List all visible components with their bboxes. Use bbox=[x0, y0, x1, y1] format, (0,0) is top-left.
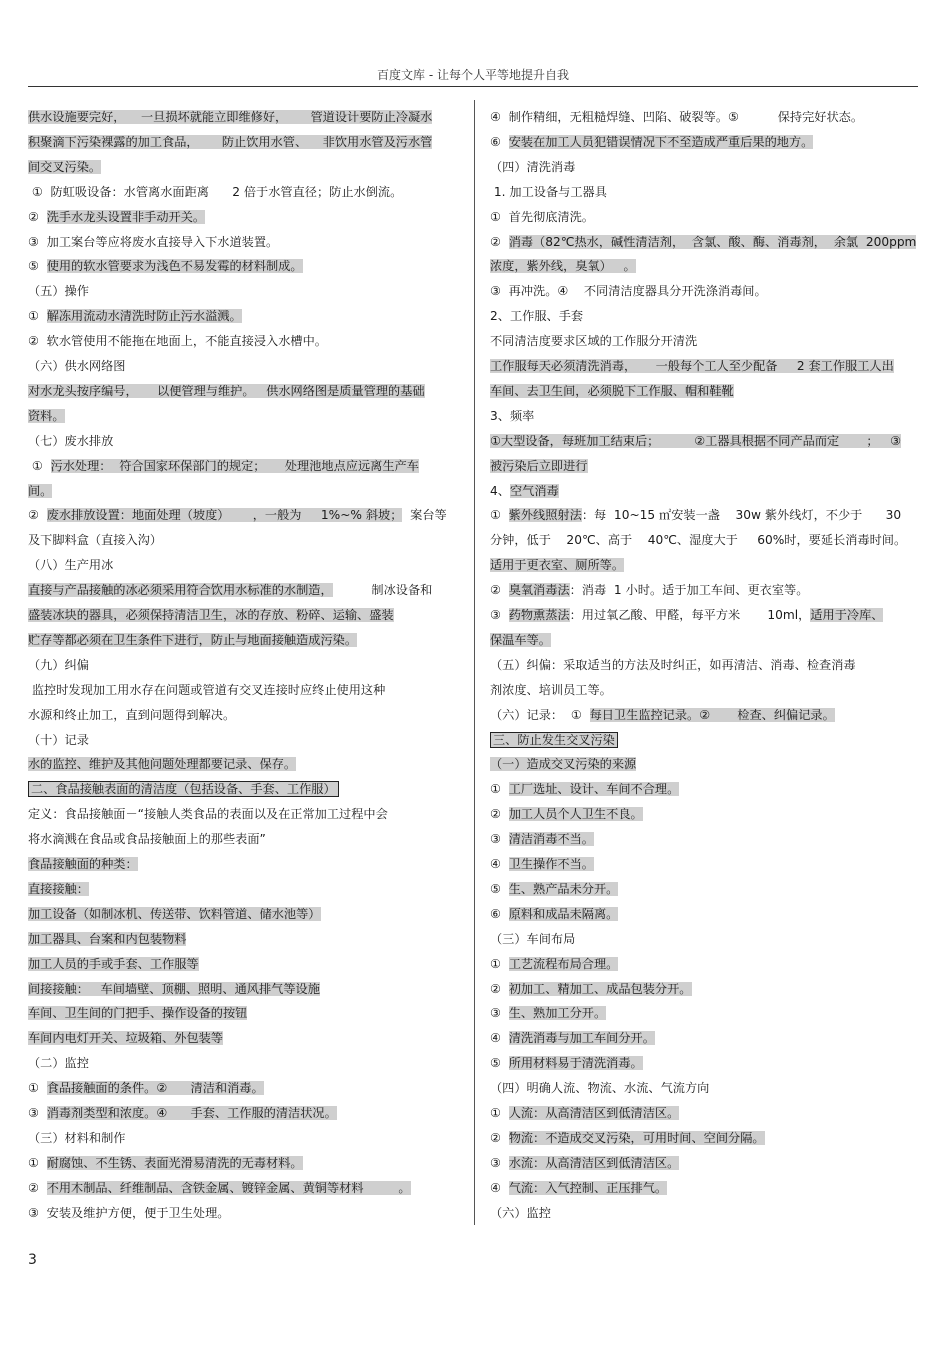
text-line bbox=[28, 431, 113, 451]
highlighted-text: 药物熏蒸法 bbox=[508, 608, 570, 622]
text-line bbox=[28, 530, 162, 550]
text-segment: 将水滴溅在食品或食品接触面上的那些表面” bbox=[28, 832, 266, 847]
text-line bbox=[28, 505, 447, 525]
highlighted-text: 适用于更衣室、厕所等。 bbox=[490, 558, 625, 573]
text-line bbox=[490, 530, 906, 550]
text-segment: ② bbox=[490, 234, 509, 249]
text-segment: 制冰设备和 bbox=[332, 583, 433, 598]
text-segment: （五）纠偏：采取适当的方法及时纠正，如再清洁、消毒、检查消毒 bbox=[490, 657, 856, 672]
text-line bbox=[490, 754, 636, 774]
text-line bbox=[28, 306, 242, 326]
text-segment: 不同清洁度要求区域的工作服分开清洗 bbox=[490, 334, 698, 349]
highlighted-text: 工厂选址、设计、车间不合理。 bbox=[508, 782, 680, 797]
text-segment: ① bbox=[28, 1155, 47, 1170]
highlighted-text: 车间、去卫生间，必须脱下工作服、帽和鞋靴 bbox=[490, 383, 734, 398]
highlighted-text: 解冻用流动水清洗时防止污水溢溅。 bbox=[46, 309, 242, 324]
highlighted-text: 原料和成品未隔离。 bbox=[508, 906, 619, 921]
text-segment: ① bbox=[490, 1106, 509, 1120]
text-segment: ① 防虹吸设备：水管离水面距离 2 倍于水管直径；防止水倒流。 bbox=[28, 184, 403, 199]
text-segment: ③ bbox=[28, 1106, 47, 1120]
text-segment: 分钟，低于 20℃、高于 40℃、湿度大于 60%时，要延长消毒时间。 bbox=[490, 533, 907, 548]
highlighted-text: 保温车等。 bbox=[490, 632, 551, 647]
text-line bbox=[28, 730, 89, 750]
text-line bbox=[490, 730, 618, 750]
text-line bbox=[28, 904, 321, 924]
text-segment: ④ bbox=[490, 1031, 509, 1046]
highlighted-text: 所用材料易于清洗消毒。 bbox=[508, 1056, 643, 1071]
text-line bbox=[28, 1078, 264, 1098]
highlighted-text: 安装在加工人员犯错误情况下不至造成严重后果的地方。 bbox=[508, 134, 814, 149]
text-line bbox=[490, 1128, 765, 1148]
text-line bbox=[28, 207, 205, 227]
text-segment: 及下脚料盒（直接入沟） bbox=[28, 533, 163, 548]
text-segment: （八）生产用冰 bbox=[28, 558, 114, 573]
text-line bbox=[490, 954, 618, 974]
highlighted-text: 间接接触： 车间墙壁、顶棚、照明、通风排气等设施 bbox=[28, 981, 320, 996]
text-line bbox=[490, 132, 813, 152]
text-line bbox=[28, 256, 303, 276]
text-line bbox=[490, 779, 679, 799]
highlighted-text: 对水龙头按序编号， 以便管理与维护。 供水网络图是质量管理的基础 bbox=[28, 383, 425, 398]
text-segment: （六）供水网络图 bbox=[28, 359, 126, 373]
section-heading: 三、防止发生交叉污染 bbox=[490, 732, 618, 748]
text-line bbox=[490, 605, 883, 625]
text-line bbox=[28, 680, 385, 700]
text-segment: ③ bbox=[490, 1155, 509, 1170]
highlighted-text: ①大型设备，每班加工结束后； ②工器具根据不同产品而定 ； ③ bbox=[490, 433, 902, 448]
highlighted-text: 清洁消毒不当。 bbox=[508, 832, 594, 847]
text-segment: 1. 加工设备与工器具 bbox=[490, 184, 607, 199]
text-line bbox=[490, 1203, 551, 1223]
text-line bbox=[490, 1028, 655, 1048]
text-segment: 案台等 bbox=[402, 508, 447, 523]
text-line bbox=[490, 281, 767, 301]
highlighted-text: 食品接触面的种类： bbox=[28, 857, 138, 871]
text-segment: ① bbox=[490, 508, 509, 523]
highlighted-text: 初加工、精加工、成品包装分开。 bbox=[508, 981, 692, 996]
text-line bbox=[490, 1178, 667, 1198]
text-segment: ⑥ bbox=[490, 906, 509, 921]
text-line bbox=[490, 406, 534, 426]
text-line bbox=[28, 481, 52, 501]
highlighted-text: （一）造成交叉污染的来源 bbox=[490, 757, 637, 772]
text-line bbox=[490, 356, 894, 376]
text-line bbox=[490, 555, 624, 575]
highlighted-text: 加工人员的手或手套、工作服等 bbox=[28, 956, 199, 971]
text-segment: ② bbox=[490, 583, 509, 598]
text-line bbox=[28, 580, 432, 600]
text-segment: 水源和终止加工，直到问题得到解决。 bbox=[28, 707, 236, 722]
text-segment: ② bbox=[28, 209, 47, 224]
text-line bbox=[28, 555, 113, 575]
text-segment: ② bbox=[28, 508, 47, 523]
text-segment: ⑥ bbox=[490, 134, 509, 149]
text-line bbox=[28, 1178, 411, 1198]
text-line bbox=[28, 182, 402, 202]
section-heading: 二、食品接触表面的清洁度（包括设备、手套、工作服） bbox=[28, 781, 339, 797]
text-segment: （七）废水排放 bbox=[28, 433, 114, 448]
highlighted-text: 间。 bbox=[28, 483, 53, 498]
text-segment: ③ bbox=[490, 1006, 509, 1021]
text-line bbox=[490, 1103, 679, 1123]
text-line bbox=[28, 779, 339, 799]
highlighted-text: 工作服每天必须清洗消毒， 一般每个工人至少配备 2 套工作服工人出 bbox=[490, 359, 894, 373]
text-line bbox=[490, 182, 607, 202]
text-line bbox=[490, 107, 863, 127]
text-line bbox=[490, 381, 734, 401]
text-segment: ② bbox=[490, 1130, 509, 1145]
text-segment: 2、工作服、手套 bbox=[490, 309, 584, 324]
text-segment: ③ 再冲洗。④ 不同清洁度器具分开洗涤消毒间。 bbox=[490, 284, 767, 299]
text-segment: ④ 制作精细，无粗糙焊缝、凹陷、破裂等。⑤ 保持完好状态。 bbox=[490, 110, 864, 124]
text-segment: ③ bbox=[490, 832, 509, 847]
text-line bbox=[490, 331, 697, 351]
text-segment: ⑤ bbox=[490, 1056, 509, 1071]
text-segment: 定义：食品接触面－“接触人类食品的表面以及在正常加工过程中会 bbox=[28, 807, 388, 822]
highlighted-text: 消毒（82℃热水，碱性清洁剂， 含氯、酸、酶、消毒剂， 余氯 200ppm bbox=[508, 234, 917, 249]
highlighted-text: 加工设备（如制冰机、传送带、饮料管道、储水池等） bbox=[28, 906, 321, 921]
highlighted-text: 废水排放设置：地面处理（坡度） ，一般为 1%~% 斜坡； bbox=[46, 508, 403, 523]
highlighted-text: 积聚滴下污染裸露的加工食品， 防止饮用水管、 非饮用水管及污水管 bbox=[28, 134, 433, 149]
text-line bbox=[490, 879, 618, 899]
highlighted-text: 直接接触： bbox=[28, 881, 89, 896]
text-line bbox=[28, 979, 320, 999]
text-segment: （六）监控 bbox=[490, 1205, 551, 1220]
text-line bbox=[490, 705, 835, 725]
text-segment: ④ bbox=[490, 857, 509, 871]
highlighted-text: 洗手水龙头设置非手动开关。 bbox=[46, 209, 206, 224]
highlighted-text: 生、熟产品未分开。 bbox=[508, 881, 619, 896]
text-segment: （三）车间布局 bbox=[490, 931, 576, 946]
highlighted-text: 每日卫生监控记录。② 检查、纠偏记录。 bbox=[589, 707, 835, 722]
text-line bbox=[28, 605, 394, 625]
text-line bbox=[490, 580, 808, 600]
text-line bbox=[28, 829, 266, 849]
text-segment: ① bbox=[490, 782, 509, 797]
highlighted-text: 浓度，紫外线，臭氧） 。 bbox=[490, 259, 636, 274]
highlighted-text: 工艺流程布局合理。 bbox=[508, 956, 619, 971]
text-line bbox=[28, 281, 89, 301]
header-text: 百度文库 - 让每个人平等地提升自我 bbox=[377, 68, 569, 82]
text-line bbox=[28, 1153, 303, 1173]
text-line bbox=[490, 680, 612, 700]
text-line bbox=[490, 804, 643, 824]
highlighted-text: 臭氧消毒法 bbox=[508, 583, 570, 598]
text-segment: ② bbox=[490, 981, 509, 996]
text-line bbox=[28, 331, 327, 351]
highlighted-text: 清洗消毒与加工车间分开。 bbox=[508, 1031, 655, 1046]
text-line bbox=[28, 754, 296, 774]
highlighted-text: 空气消毒 bbox=[509, 483, 559, 498]
highlighted-text: 人流：从高清洁区到低清洁区。 bbox=[508, 1106, 680, 1120]
text-line bbox=[490, 655, 856, 675]
text-segment: 监控时发现加工用水存在问题或管道有交叉连接时应终止使用这种 bbox=[28, 682, 386, 697]
text-line bbox=[28, 406, 65, 426]
highlighted-text: 被污染后立即进行 bbox=[490, 458, 588, 473]
text-segment: （五）操作 bbox=[28, 284, 89, 299]
text-line bbox=[490, 979, 692, 999]
text-line bbox=[490, 306, 583, 326]
highlighted-text: 耐腐蚀、不生锈、表面光滑易清洗的无毒材料。 bbox=[46, 1155, 303, 1170]
text-segment: ⑤ bbox=[490, 881, 509, 896]
text-segment: ：每 10~15 ㎡安装一盏 30w 紫外线灯，不少于 30 bbox=[581, 508, 902, 523]
highlighted-text: 消毒剂类型和浓度。④ 手套、工作服的清洁状况。 bbox=[46, 1106, 337, 1120]
text-line bbox=[490, 256, 636, 276]
text-segment: （三）材料和制作 bbox=[28, 1130, 126, 1145]
highlighted-text: 盛装冰块的器具，必须保持清洁卫生，冰的存放、粉碎、运输、盛装 bbox=[28, 608, 394, 622]
text-segment: （四）明确人流、物流、水流、气流方向 bbox=[490, 1081, 710, 1096]
text-line bbox=[28, 954, 199, 974]
text-segment: （六）记录： ① bbox=[490, 707, 590, 722]
text-segment: （二）监控 bbox=[28, 1056, 89, 1071]
text-line bbox=[490, 854, 594, 874]
highlighted-text: 食品接触面的条件。② 清洁和消毒。 bbox=[46, 1081, 264, 1096]
highlighted-text: 不用木制品、纤维制品、含铁金属、镀锌金属、黄铜等材料 。 bbox=[46, 1180, 411, 1195]
text-line bbox=[28, 1028, 223, 1048]
text-line bbox=[490, 157, 575, 177]
text-line bbox=[490, 232, 916, 252]
text-line bbox=[28, 1053, 89, 1073]
text-segment: ⑤ bbox=[28, 259, 47, 274]
highlighted-text: 间交叉污染。 bbox=[28, 159, 102, 174]
text-segment: ① bbox=[28, 1081, 47, 1096]
text-line bbox=[490, 456, 588, 476]
page-header bbox=[28, 66, 918, 87]
highlighted-text: 气流：入气控制、正压排气。 bbox=[508, 1180, 668, 1195]
text-segment: （四）清洗消毒 bbox=[490, 159, 576, 174]
highlighted-text: 生、熟加工分开。 bbox=[508, 1006, 607, 1021]
column-divider bbox=[474, 100, 475, 1225]
text-line bbox=[28, 381, 425, 401]
page-number: 3 bbox=[28, 1252, 37, 1268]
text-segment: ① bbox=[28, 309, 47, 324]
text-segment: ：用过氧乙酸、甲醛，每平方米 10ml， bbox=[569, 608, 811, 622]
text-segment: ② bbox=[28, 1180, 47, 1195]
text-line bbox=[28, 1203, 230, 1223]
text-line bbox=[28, 929, 186, 949]
highlighted-text: 适用于冷库、 bbox=[810, 608, 884, 622]
text-line bbox=[490, 929, 575, 949]
text-line bbox=[490, 481, 559, 501]
text-line bbox=[28, 854, 138, 874]
highlighted-text: 车间内电灯开关、垃圾箱、外包装等 bbox=[28, 1031, 223, 1046]
text-line bbox=[28, 705, 235, 725]
highlighted-text: 加工器具、台案和内包装物料 bbox=[28, 931, 187, 946]
highlighted-text: 贮存等都必须在卫生条件下进行，防止与地面接触造成污染。 bbox=[28, 632, 358, 647]
text-line bbox=[28, 157, 101, 177]
text-segment: ① bbox=[490, 956, 509, 971]
highlighted-text: 水的监控、维护及其他问题处理都要记录、保存。 bbox=[28, 757, 297, 772]
text-segment: ② bbox=[490, 807, 509, 822]
text-segment: ① bbox=[28, 458, 51, 473]
highlighted-text: 使用的软水管要求为浅色不易发霉的材料制成。 bbox=[46, 259, 303, 274]
text-segment: （十）记录 bbox=[28, 732, 89, 747]
text-line bbox=[490, 904, 618, 924]
text-line bbox=[28, 232, 278, 252]
text-line bbox=[490, 829, 594, 849]
text-line bbox=[28, 132, 432, 152]
highlighted-text: 紫外线照射法 bbox=[508, 508, 582, 523]
text-line bbox=[490, 207, 594, 227]
text-segment: 4、 bbox=[490, 483, 510, 498]
highlighted-text: 车间、卫生间的门把手、操作设备的按钮 bbox=[28, 1006, 248, 1021]
highlighted-text: 物流：不造成交叉污染，可用时间、空间分隔。 bbox=[508, 1130, 765, 1145]
text-line bbox=[28, 630, 357, 650]
text-segment: 3、频率 bbox=[490, 408, 535, 423]
text-line bbox=[490, 1053, 643, 1073]
text-line bbox=[28, 655, 89, 675]
highlighted-text: 直接与产品接触的冰必须采用符合饮用水标准的水制造， bbox=[28, 583, 333, 598]
text-line bbox=[490, 1153, 679, 1173]
text-segment: ④ bbox=[490, 1180, 509, 1195]
text-segment: （九）纠偏 bbox=[28, 657, 89, 672]
highlighted-text: 资料。 bbox=[28, 408, 65, 423]
highlighted-text: 供水设施要完好， 一旦损坏就能立即维修好， 管道设计要防止冷凝水 bbox=[28, 110, 433, 124]
text-line bbox=[490, 1003, 606, 1023]
text-line bbox=[28, 1128, 126, 1148]
text-segment: 剂浓度、培训员工等。 bbox=[490, 682, 612, 697]
text-line bbox=[28, 356, 126, 376]
text-line bbox=[490, 1078, 709, 1098]
text-line bbox=[490, 505, 901, 525]
text-segment: ① 首先彻底清洗。 bbox=[490, 209, 594, 224]
text-segment: ③ 安装及维护方便，便于卫生处理。 bbox=[28, 1205, 230, 1220]
text-segment: ③ bbox=[490, 608, 509, 622]
highlighted-text: 水流：从高清洁区到低清洁区。 bbox=[508, 1155, 680, 1170]
text-segment: ② 软水管使用不能拖在地面上，不能直接浸入水槽中。 bbox=[28, 334, 327, 349]
text-line bbox=[28, 1003, 247, 1023]
text-line bbox=[28, 804, 388, 824]
text-line bbox=[28, 1103, 337, 1123]
highlighted-text: 污水处理： 符合国家环保部门的规定； 处理池地点应远离生产车 bbox=[50, 458, 419, 473]
highlighted-text: 卫生操作不当。 bbox=[508, 857, 594, 871]
text-line bbox=[28, 456, 419, 476]
text-line bbox=[490, 431, 901, 451]
text-line bbox=[28, 879, 89, 899]
text-segment: ：消毒 1 小时。适于加工车间、更衣室等。 bbox=[569, 583, 809, 598]
text-line bbox=[28, 107, 432, 127]
text-segment: ③ 加工案台等应将废水直接导入下水道装置。 bbox=[28, 234, 279, 249]
highlighted-text: 加工人员个人卫生不良。 bbox=[508, 807, 643, 822]
text-line bbox=[490, 630, 551, 650]
